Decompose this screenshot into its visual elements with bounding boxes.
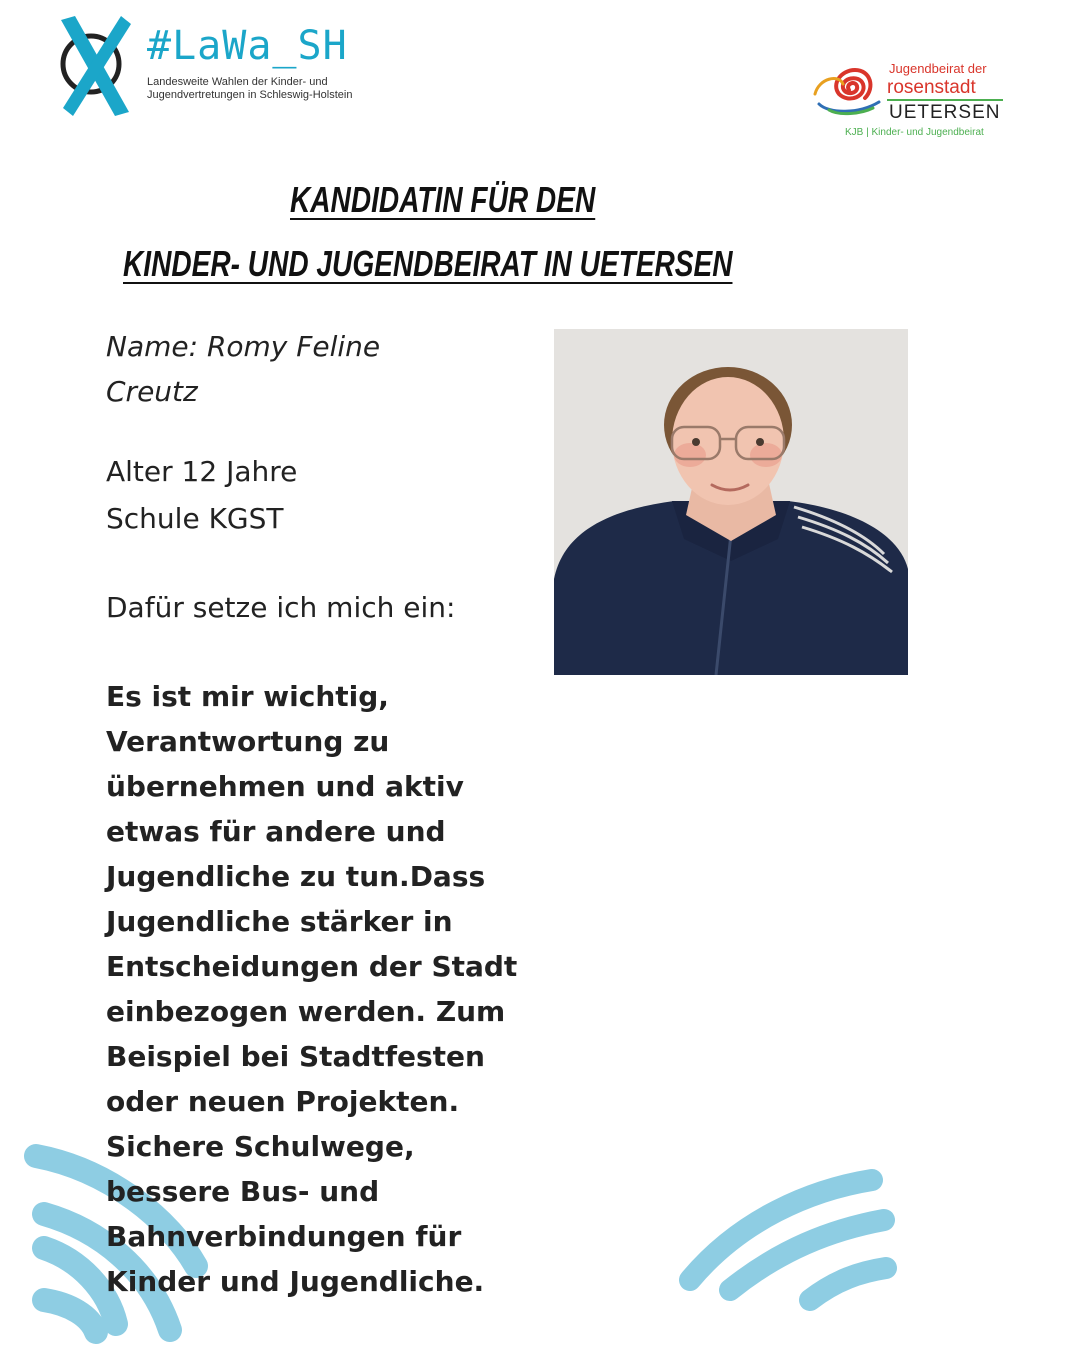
statement-intro: Dafür setze ich mich ein:: [106, 591, 456, 624]
lawa-sh-logo: [55, 12, 385, 122]
decorative-strokes-right: [660, 1150, 910, 1320]
heading-line-2: KINDER- UND JUGENDBEIRAT IN UETERSEN: [123, 243, 733, 284]
ballot-cross-icon: [55, 12, 135, 120]
lawa-tagline: [147, 76, 387, 102]
logo-divider: [887, 99, 1003, 101]
lawa-tagline-line2: Jugendvertretungen in Schleswig-Holstein: [147, 89, 353, 101]
lawa-hashtag: #LaWa_SH: [147, 23, 348, 69]
jugendbeirat-title: Jugendbeirat der: [889, 61, 987, 76]
rosenstadt-text: rosenstadt: [887, 77, 976, 98]
candidate-name: Name: Romy Feline Creutz: [106, 330, 381, 408]
rose-icon: [809, 64, 887, 116]
candidate-school: Schule KGST: [106, 502, 284, 535]
jugendbeirat-logo: [805, 58, 1015, 148]
kjb-subtitle: KJB | Kinder- und Jugendbeirat: [845, 127, 984, 138]
candidate-age: Alter 12 Jahre: [106, 455, 298, 488]
candidate-photo: [554, 329, 908, 675]
uetersen-text: UETERSEN: [889, 102, 1001, 123]
candidate-statement: Es ist mir wichtig, Verantwortung zu übernehmen und aktiv etwas für andere und Jugendliche zu tun.Dass Jugendliche stärker in Entscheidungen der Stadt einbezogen werden. Zum Beispiel bei Stadtfesten oder neuen Projekten. Sichere Schulwege, bessere Bus- und Bahnverbindungen für Kinder und Jugendliche.: [106, 680, 518, 1298]
lawa-tagline-line1: Landesweite Wahlen der Kinder- und: [147, 76, 328, 88]
heading-line-1: KANDIDATIN FÜR DEN: [290, 179, 596, 220]
